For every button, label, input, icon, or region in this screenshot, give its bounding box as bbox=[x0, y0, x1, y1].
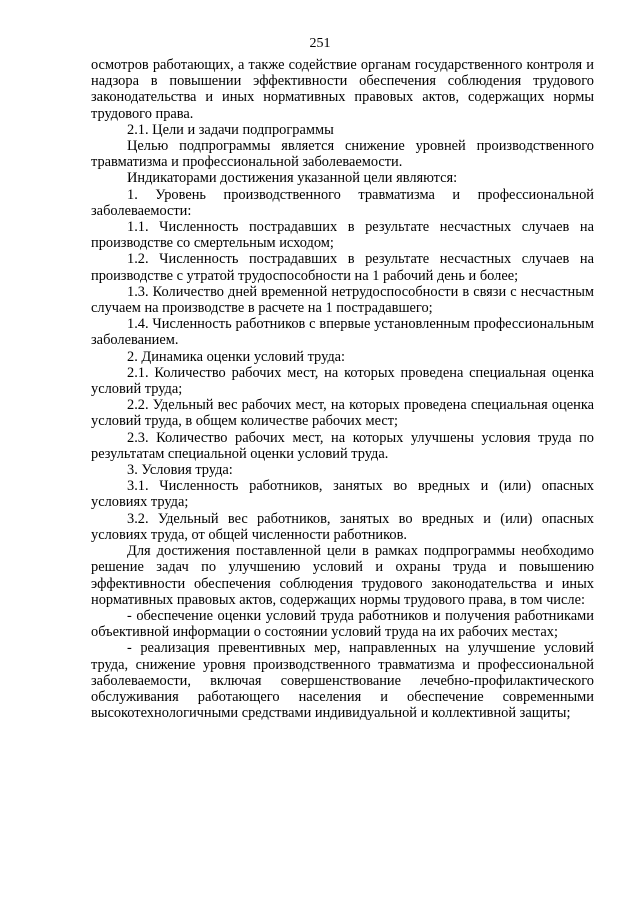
bullet-item-assessment: - обеспечение оценки условий труда работников и получения работниками объективной информации о состоянии условий труда на их рабочих местах; bbox=[91, 607, 594, 641]
page-number: 251 bbox=[309, 36, 331, 51]
list-item-2-3: 2.3. Количество рабочих мест, на которых улучшены условия труда по результатам специальной оценки условий труда. bbox=[91, 429, 594, 462]
paragraph-tasks-intro: Для достижения поставленной цели в рамках подпрограммы необходимо решение задач по улучшению условий и охраны труда и повышению эффективности обеспечения соблюдения трудового законодательства и иных нормативных правовых актов, содержащих нормы трудового права, в том числе: bbox=[91, 543, 594, 608]
paragraph-continuation: осмотров работающих, а также содействие органам государственного контроля и надзора в повышении эффективности обеспечения соблюдения трудового законодательства и иных нормативных правовых актов, содержащих нормы трудового права. bbox=[91, 57, 594, 122]
list-item-2: 2. Динамика оценки условий труда: bbox=[127, 348, 346, 365]
list-item-2-2: 2.2. Удельный вес рабочих мест, на которых проведена специальная оценка условий труда, в общем количестве рабочих мест; bbox=[91, 397, 594, 430]
list-item-3: 3. Условия труда: bbox=[127, 462, 233, 479]
list-item-3-2: 3.2. Удельный вес работников, занятых во вредных и (или) опасных условиях труда, от общей численности работников. bbox=[91, 510, 594, 543]
paragraph-goal: Целью подпрограммы является снижение уровней производственного травматизма и профессиональной заболеваемости. bbox=[91, 138, 594, 171]
list-item-1-4: 1.4. Численность работников с впервые установленным профессиональным заболеванием. bbox=[91, 316, 594, 349]
section-heading-goals-and-tasks: 2.1. Цели и задачи подпрограммы bbox=[127, 121, 334, 138]
list-item-1-3: 1.3. Количество дней временной нетрудоспособности в связи с несчастным случаем на производстве в расчете на 1 пострадавшего; bbox=[91, 283, 594, 317]
list-item-1: 1. Уровень производственного травматизма и профессиональной заболеваемости: bbox=[91, 186, 594, 219]
list-item-2-1: 2.1. Количество рабочих мест, на которых проведена специальная оценка условий труда; bbox=[91, 364, 594, 398]
list-item-1-1: 1.1. Численность пострадавших в результате несчастных случаев на производстве со смертельным исходом; bbox=[91, 219, 594, 252]
bullet-item-preventive-measures: - реализация превентивных мер, направленных на улучшение условий труда, снижение уровня производственного травматизма и профессиональной заболеваемости, включая совершенствование лечебно-профилактического обслуживания работающего населения и обеспечение современными высокотехнологичными средствами индивидуальной и коллективной защиты; bbox=[91, 640, 594, 722]
paragraph-indicators-intro: Индикаторами достижения указанной цели являются: bbox=[127, 170, 458, 187]
list-item-3-1: 3.1. Численность работников, занятых во вредных и (или) опасных условиях труда; bbox=[91, 478, 594, 511]
list-item-1-2: 1.2. Численность пострадавших в результате несчастных случаев на производстве с утратой трудоспособности на 1 рабочий день и более; bbox=[91, 251, 594, 284]
document-body bbox=[91, 57, 594, 721]
